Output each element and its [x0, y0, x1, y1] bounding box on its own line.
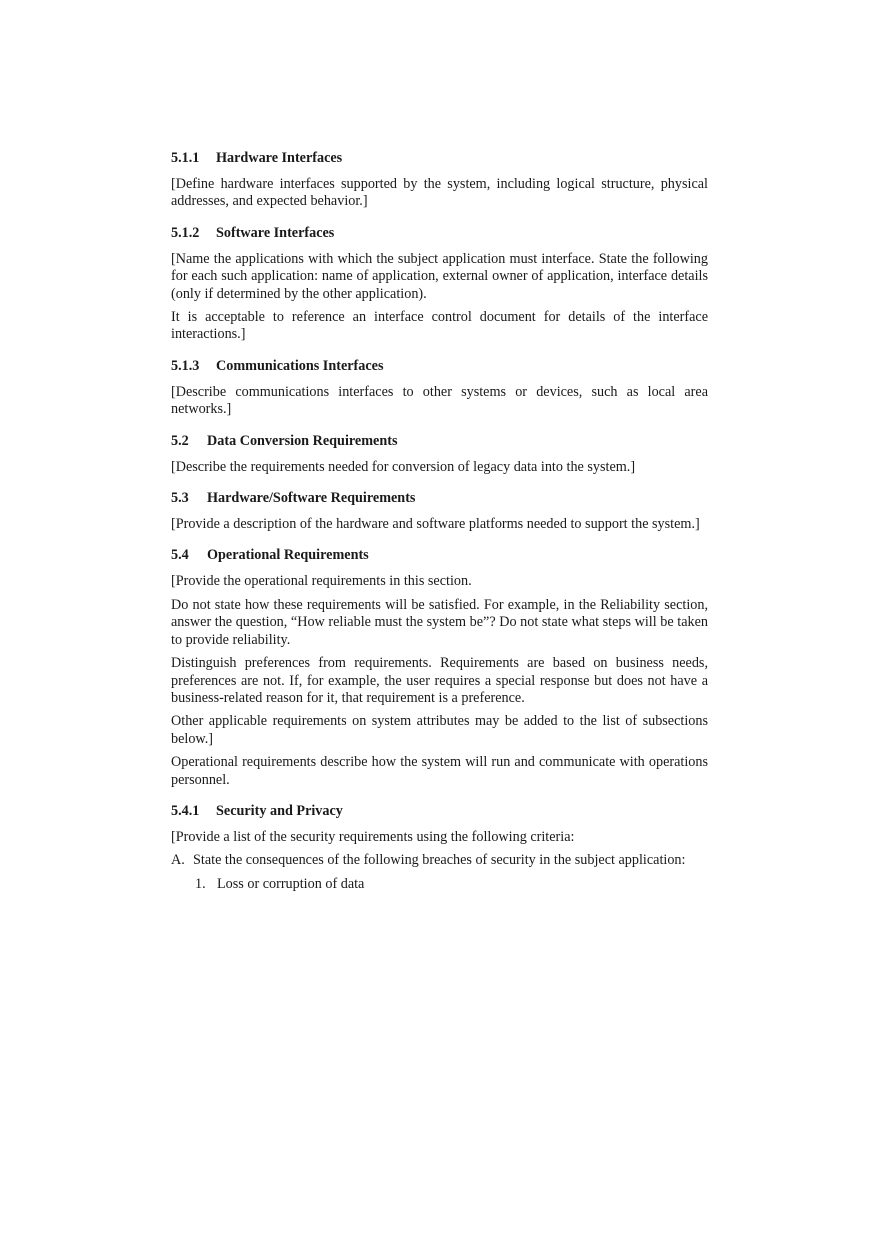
section-heading	[171, 224, 708, 242]
section-title: Communications Interfaces	[216, 357, 384, 374]
paragraph: [Provide the operational requirements in this section.	[171, 573, 472, 590]
paragraph: [Describe the requirements needed for conversion of legacy data into the system.]	[171, 458, 636, 475]
section-number: 5.1.2	[171, 224, 200, 241]
paragraph: [Define hardware interfaces supported by the system, including logical structure, physical addresses, and expected behavior.]	[171, 176, 708, 210]
section-title: Operational Requirements	[207, 547, 369, 564]
section-heading	[171, 802, 708, 820]
sub-list-item	[171, 876, 708, 893]
list-item-text: State the consequences of the following breaches of security in the subject application:	[193, 852, 686, 869]
section-heading	[171, 546, 708, 564]
paragraph: Other applicable requirements on system attributes may be added to the list of subsections below.]	[171, 713, 708, 747]
paragraph: Distinguish preferences from requirements. Requirements are based on business needs, preferences are not. If, for example, the user requires a special response but does not have a business-related reason for it, that requirement is a preference.	[171, 655, 708, 706]
list-item	[171, 852, 708, 869]
paragraph: [Name the applications with which the subject application must interface. State the following for each such application: name of application, external owner of application, interface details (only if determined by the other application).	[171, 250, 708, 302]
list-marker: 1.	[195, 875, 206, 892]
section-heading	[171, 432, 708, 450]
section-operational-requirements	[171, 546, 708, 788]
paragraph: Operational requirements describe how the system will run and communicate with operations personnel.	[171, 754, 708, 788]
section-title: Data Conversion Requirements	[207, 432, 398, 449]
section-title: Security and Privacy	[216, 802, 343, 819]
document-page	[171, 149, 708, 899]
paragraph: [Provide a list of the security requirements using the following criteria:	[171, 828, 575, 845]
section-hardware-software	[171, 489, 708, 533]
section-software-interfaces	[171, 224, 708, 344]
paragraph: It is acceptable to reference an interface control document for details of the interface interactions.]	[171, 309, 708, 343]
section-number: 5.1.3	[171, 357, 200, 374]
section-security-privacy	[171, 802, 708, 893]
section-hardware-interfaces	[171, 149, 708, 211]
section-heading	[171, 149, 708, 167]
section-title: Software Interfaces	[216, 224, 335, 241]
section-number: 5.2	[171, 432, 189, 449]
paragraph: [Provide a description of the hardware and software platforms needed to support the system.]	[171, 516, 700, 533]
section-title: Hardware/Software Requirements	[207, 490, 416, 507]
section-heading	[171, 489, 708, 507]
section-heading	[171, 357, 708, 375]
paragraph: [Describe communications interfaces to other systems or devices, such as local area networks.]	[171, 383, 708, 418]
section-number: 5.4	[171, 547, 189, 564]
paragraph: Do not state how these requirements will be satisfied. For example, in the Reliability section, answer the question, “How reliable must the system be”? Do not state what steps will be taken to provide reliability.	[171, 596, 708, 648]
section-communications-interfaces	[171, 357, 708, 419]
section-number: 5.3	[171, 490, 189, 507]
list-marker: A.	[171, 852, 185, 869]
section-number: 5.4.1	[171, 802, 200, 819]
list-item-text: Loss or corruption of data	[217, 875, 365, 892]
section-data-conversion	[171, 432, 708, 476]
section-title: Hardware Interfaces	[216, 150, 343, 166]
section-number: 5.1.1	[171, 150, 200, 166]
